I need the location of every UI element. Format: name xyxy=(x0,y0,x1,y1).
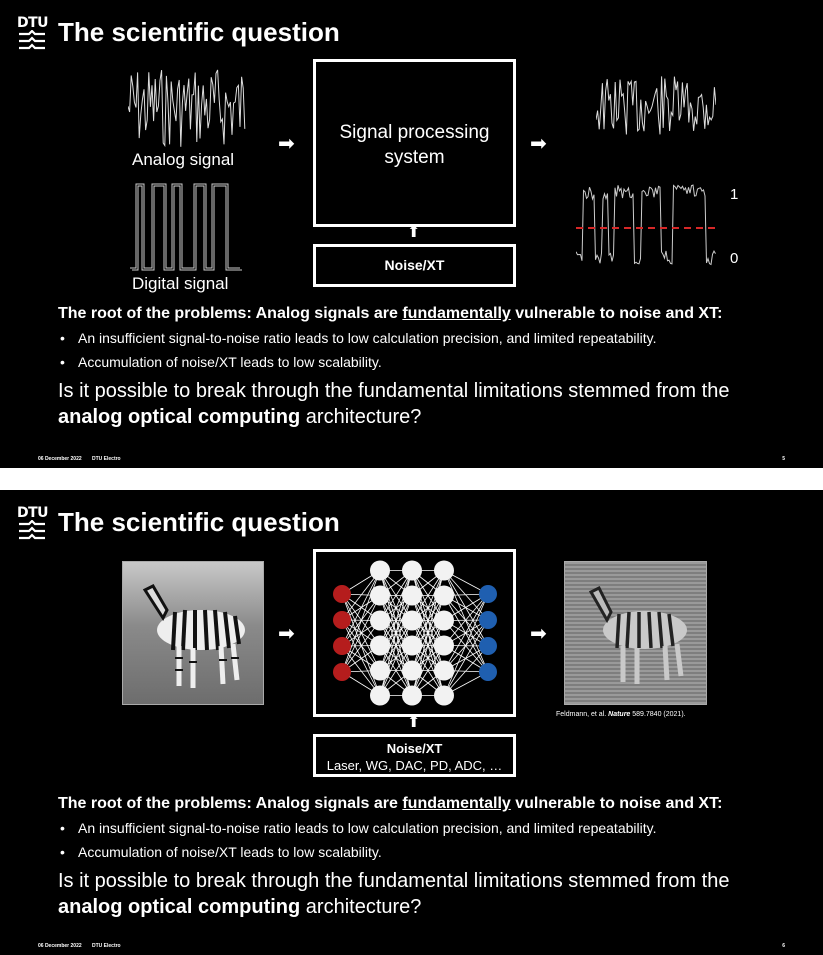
nn-neuron xyxy=(402,586,422,606)
list-item: • An insufficient signal-to-noise ratio leads to low calculation precision, and limited repeatability. xyxy=(60,330,656,346)
slide-title: The scientific question xyxy=(58,17,340,47)
nn-neuron xyxy=(434,636,454,656)
list-item: • Accumulation of noise/XT leads to low scalability. xyxy=(60,354,656,370)
zebra-icon xyxy=(123,562,263,704)
dtu-logo: DTU xyxy=(17,16,47,57)
level-low-label: 0 xyxy=(730,250,739,267)
nn-neuron xyxy=(370,561,390,581)
noise-xt-label: Noise/XT xyxy=(386,741,443,756)
slide-5 xyxy=(0,0,823,468)
research-question: Is it possible to break through the fundamental limitations stemmed from the analog optical computing architecture? xyxy=(58,380,730,428)
nn-neuron xyxy=(434,611,454,631)
nn-neuron xyxy=(434,561,454,581)
footer-org: DTU Electro xyxy=(92,456,121,462)
noisy-analog-waveform xyxy=(596,72,716,140)
right-arrow-icon: ➡ xyxy=(530,133,547,155)
input-zebra-image xyxy=(122,561,264,705)
bullet-list xyxy=(60,330,656,378)
emphasis-fundamentally: fundamentally xyxy=(402,305,511,322)
root-problem-heading: The root of the problems: Analog signals are fundamentally vulnerable to noise and XT: xyxy=(58,795,723,812)
nn-neuron xyxy=(370,586,390,606)
neural-network-diagram xyxy=(316,552,513,714)
nn-neuron xyxy=(333,637,351,655)
noise-xt-box xyxy=(313,734,516,777)
zebra-icon xyxy=(565,562,706,704)
nn-neuron xyxy=(402,561,422,581)
digital-signal-label: Digital signal xyxy=(132,274,229,293)
nn-neuron xyxy=(402,636,422,656)
page-number: 6 xyxy=(782,943,785,949)
nn-neuron xyxy=(402,611,422,631)
list-item: • An insufficient signal-to-noise ratio leads to low calculation precision, and limited repeatability. xyxy=(60,820,656,836)
citation: Feldmann, et al. Nature 589.7840 (2021). xyxy=(556,711,686,718)
noise-xt-box xyxy=(313,244,516,287)
analog-waveform xyxy=(128,62,246,152)
digital-waveform xyxy=(128,180,246,272)
noisy-digital-waveform xyxy=(576,180,716,272)
up-arrow-icon: ⬆ xyxy=(407,224,421,241)
slide-6 xyxy=(0,490,823,955)
nn-neuron xyxy=(370,686,390,706)
research-question: Is it possible to break through the fundamental limitations stemmed from the analog optical computing architecture? xyxy=(58,870,730,918)
level-high-label: 1 xyxy=(730,186,739,203)
nn-neuron xyxy=(479,663,497,681)
noise-xt-label: Noise/XT xyxy=(384,257,445,273)
up-arrow-icon: ⬆ xyxy=(407,714,421,731)
emphasis-fundamentally: fundamentally xyxy=(402,795,511,812)
nn-neuron xyxy=(434,586,454,606)
nn-neuron xyxy=(370,661,390,681)
noise-sources-label: Laser, WG, DAC, PD, ADC, … xyxy=(326,758,503,773)
root-problem-heading: The root of the problems: Analog signals are fundamentally vulnerable to noise and XT: xyxy=(58,305,723,322)
footer-org: DTU Electro xyxy=(92,943,121,949)
nn-neuron xyxy=(370,636,390,656)
list-item: • Accumulation of noise/XT leads to low scalability. xyxy=(60,844,656,860)
signal-processing-box xyxy=(313,59,516,227)
footer-date: 06 December 2022 xyxy=(38,456,82,462)
right-arrow-icon: ➡ xyxy=(530,623,547,645)
right-arrow-icon: ➡ xyxy=(278,623,295,645)
nn-neuron xyxy=(333,585,351,603)
dtu-logo-mark-icon xyxy=(17,30,47,52)
signal-processing-label: Signal processing system xyxy=(339,122,490,168)
nn-neuron xyxy=(479,611,497,629)
analog-signal-label: Analog signal xyxy=(132,150,235,169)
slide-title: The scientific question xyxy=(58,507,340,537)
dtu-logo: DTU xyxy=(17,506,47,547)
bullet-list xyxy=(60,820,656,868)
output-zebra-image xyxy=(564,561,707,705)
nn-neuron xyxy=(333,611,351,629)
nn-neuron xyxy=(333,663,351,681)
nn-neuron xyxy=(479,637,497,655)
nn-neuron xyxy=(402,661,422,681)
nn-neuron xyxy=(434,686,454,706)
page-number: 5 xyxy=(782,456,785,462)
neural-network-box xyxy=(313,549,516,717)
nn-neuron xyxy=(434,661,454,681)
footer-date: 06 December 2022 xyxy=(38,943,82,949)
nn-neuron xyxy=(402,686,422,706)
right-arrow-icon: ➡ xyxy=(278,133,295,155)
dtu-logo-mark-icon xyxy=(17,520,47,542)
nn-neuron xyxy=(370,611,390,631)
nn-neuron xyxy=(479,585,497,603)
